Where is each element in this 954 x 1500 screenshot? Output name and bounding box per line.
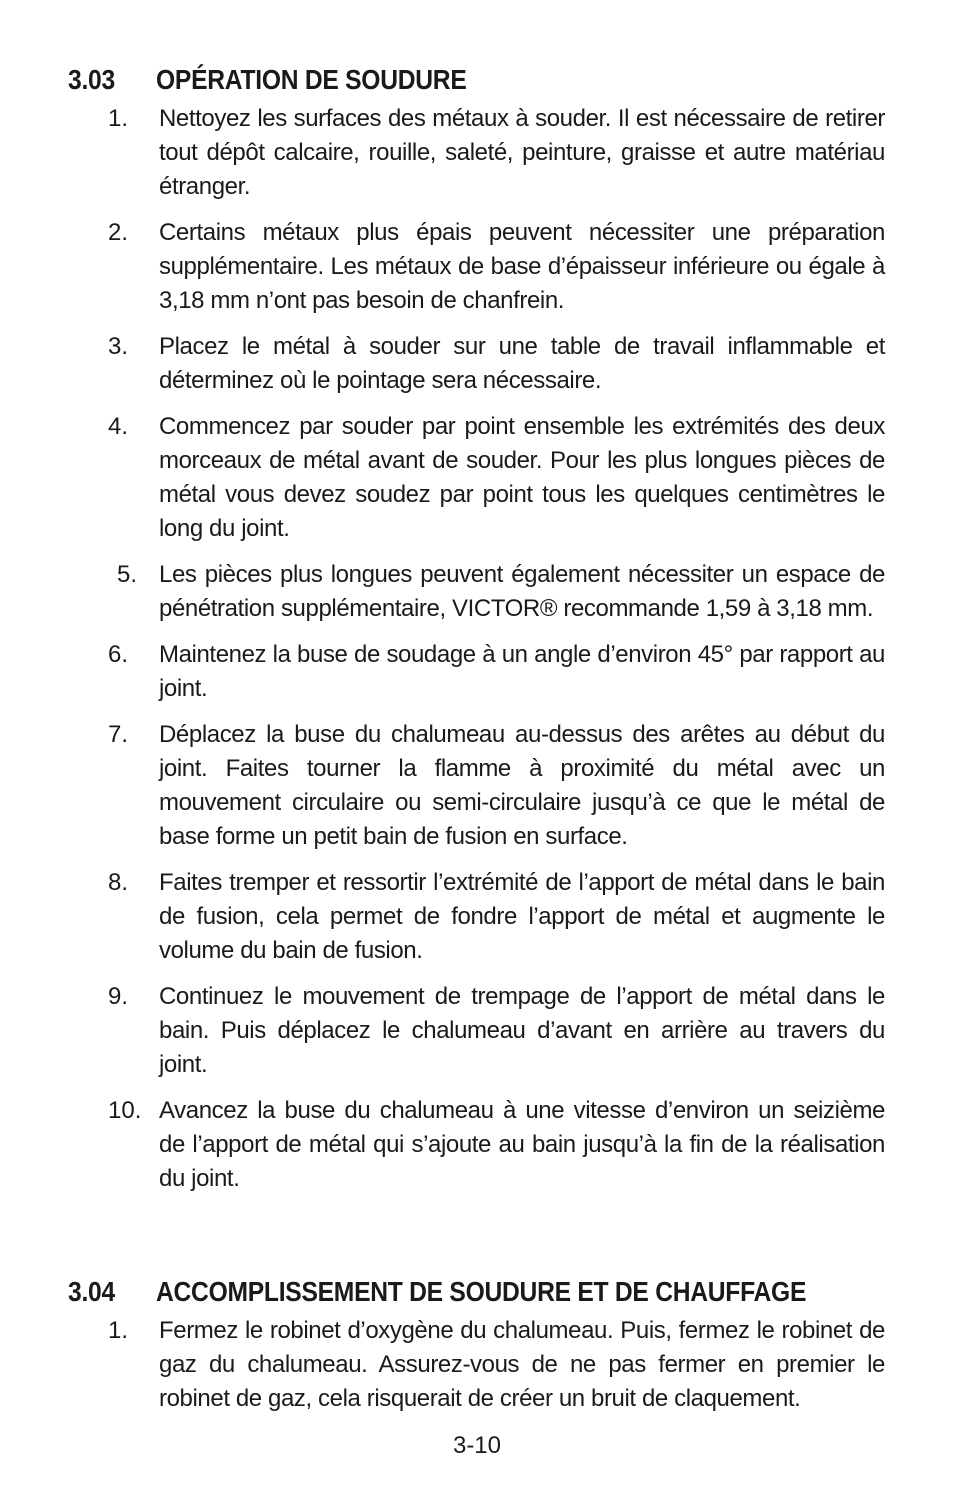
- list-item: [0, 866, 954, 968]
- item-text: Commencez par souder par point ensemble les extrémités des deux morceaux de métal avant de souder. Pour les plus longues pièces de métal vous devez soudez par point tous les quelques centimètres le long du joint.: [159, 413, 885, 542]
- item-number: 4.: [108, 413, 129, 440]
- item-number: 10.: [108, 1097, 142, 1124]
- item-number: 6.: [108, 641, 129, 668]
- section-number: 3.04: [68, 1276, 115, 1307]
- section-heading: [68, 58, 848, 102]
- item-number: 5.: [117, 561, 138, 588]
- list-item: [0, 718, 954, 854]
- item-text: Continuez le mouvement de trempage de l’apport de métal dans le bain. Puis déplacez le chalumeau d’avant en arrière au travers du joint.: [159, 983, 885, 1078]
- section-welding-operation: [0, 58, 954, 1208]
- list-item: [0, 330, 954, 398]
- item-number: 7.: [108, 721, 129, 748]
- section-heading: [68, 1270, 848, 1314]
- list-item: [0, 980, 954, 1082]
- section-title: ACCOMPLISSEMENT DE SOUDURE ET DE CHAUFFAGE: [156, 1276, 807, 1307]
- item-number: 9.: [108, 983, 129, 1010]
- item-text: Avancez la buse du chalumeau à une vitesse d’environ un seizième de l’apport de métal qui s’ajoute au bain jusqu’à la fin de la réalisation du joint.: [159, 1097, 885, 1192]
- list-item: [0, 638, 954, 706]
- item-number: 8.: [108, 869, 129, 896]
- page-number: 3-10: [452, 1432, 502, 1459]
- item-number: 2.: [108, 219, 129, 246]
- item-text: Maintenez la buse de soudage à un angle d’environ 45° par rapport au joint.: [159, 641, 885, 702]
- item-text: Placez le métal à souder sur une table de travail inflammable et déterminez où le pointage sera nécessaire.: [159, 333, 885, 394]
- item-text: Certains métaux plus épais peuvent nécessiter une préparation supplémentaire. Les métaux de base d’épaisseur inférieure ou égale à 3,18 mm n’ont pas besoin de chanfrein.: [159, 219, 885, 314]
- list-item: [0, 1094, 954, 1196]
- item-number: 1.: [108, 1317, 129, 1344]
- section-weld-completion: [0, 1270, 954, 1428]
- steps-list: [0, 1314, 954, 1416]
- item-text: Fermez le robinet d’oxygène du chalumeau. Puis, fermez le robinet de gaz du chalumeau. Assurez-vous de ne pas fermer en premier le robinet de gaz, cela risquerait de créer un bruit de claquement.: [159, 1317, 885, 1412]
- list-item: [0, 216, 954, 318]
- item-number: 3.: [108, 333, 129, 360]
- section-number: 3.03: [68, 64, 115, 95]
- steps-list: [0, 102, 954, 1196]
- item-text: Faites tremper et ressortir l’extrémité de l’apport de métal dans le bain de fusion, cela permet de fondre l’apport de métal et augmente le volume du bain de fusion.: [159, 869, 885, 964]
- section-title: OPÉRATION DE SOUDURE: [156, 64, 467, 95]
- list-item: [0, 558, 954, 626]
- list-item: [0, 410, 954, 546]
- item-text: Les pièces plus longues peuvent également nécessiter un espace de pénétration supplémentaire, VICTOR® recommande 1,59 à 3,18 mm.: [159, 561, 885, 622]
- item-text: Nettoyez les surfaces des métaux à souder. Il est nécessaire de retirer tout dépôt calcaire, rouille, saleté, peinture, graisse et autre matériau étranger.: [159, 105, 885, 200]
- list-item: [0, 1314, 954, 1416]
- list-item: [0, 102, 954, 204]
- item-number: 1.: [108, 105, 129, 132]
- item-text: Déplacez la buse du chalumeau au-dessus des arêtes au début du joint. Faites tourner la flamme à proximité du métal avec un mouvement circulaire ou semi-circulaire jusqu’à ce que le métal de base forme un petit bain de fusion en surface.: [159, 721, 885, 850]
